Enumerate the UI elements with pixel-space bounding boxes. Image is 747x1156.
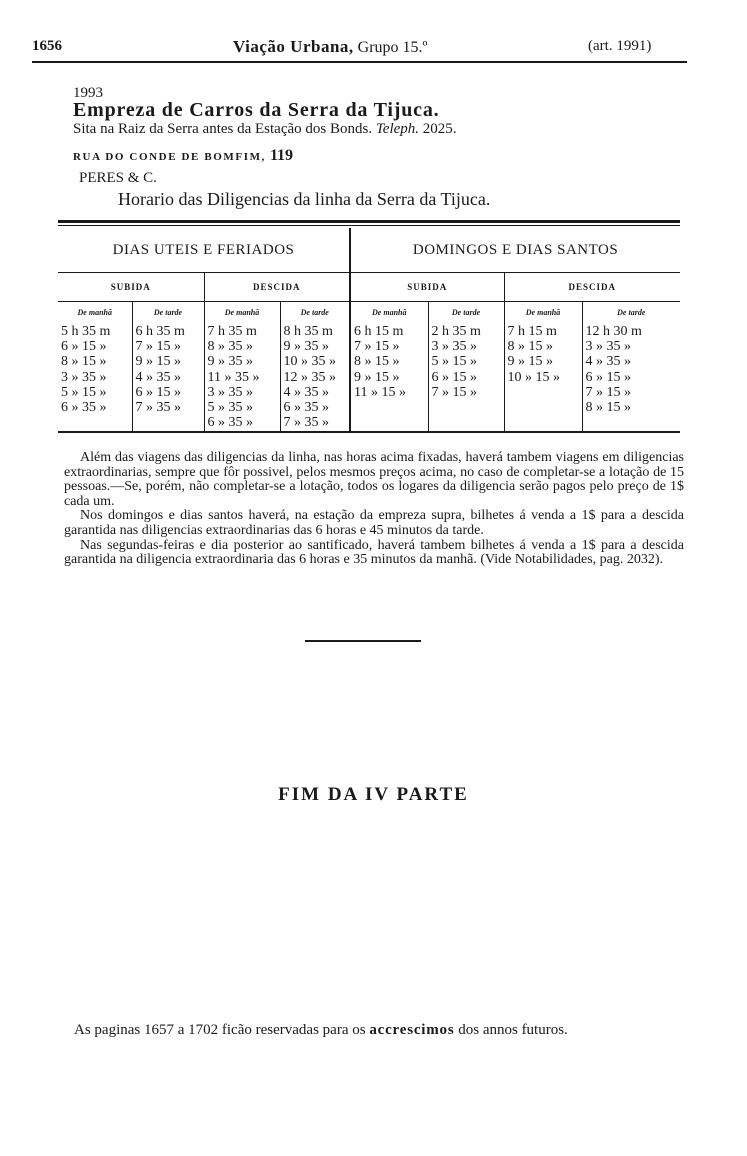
- note-paragraph: Além das viagens das diligencias da linha, nas horas acima fixadas, haverá tambem viagens em diligencias extraordinarias, sempre que fôr possivel, pelos mesmos preços acima, no caso de completar-se a lotação de 15 pessoas.—Se, porém, não completar-se a lotação, todos os logares da diligencia serão pagos pelo preço de 1$ cada um.: [64, 450, 684, 509]
- time-entry: 9 » 15 »: [507, 354, 554, 370]
- time-entry: 6 » 15 »: [135, 384, 181, 400]
- time-entry: 9 » 35 »: [207, 354, 253, 370]
- times-column: [58, 322, 132, 432]
- company-owners: PERES & C.: [79, 170, 157, 186]
- location-text: Sita na Raiz da Serra antes da Estação dos Bonds.: [73, 121, 373, 137]
- time-entry: 3 » 35 »: [207, 384, 253, 400]
- section-divider: [305, 640, 421, 642]
- time-entry: 8 h 35 m: [283, 324, 333, 339]
- running-title: [233, 37, 428, 57]
- group-sunday: DOMINGOS E DIAS SANTOS: [350, 228, 680, 273]
- time-entry: 6 h 35 m: [135, 324, 185, 339]
- time-entry: 3 » 35 »: [585, 339, 632, 355]
- period-manha: De manhã: [58, 302, 132, 323]
- period-tarde: De tarde: [582, 302, 680, 323]
- time-entry: 8 » 15 »: [585, 400, 632, 416]
- period-tarde: De tarde: [280, 302, 350, 323]
- weekday-descida: DESCIDA: [204, 273, 350, 302]
- times-column: [582, 322, 680, 432]
- time-entry: 4 » 35 »: [585, 354, 632, 370]
- running-title-group: Grupo 15.º: [357, 39, 428, 56]
- group-weekday: DIAS UTEIS E FERIADOS: [112, 241, 295, 258]
- time-entry: 7 » 15 »: [431, 384, 478, 400]
- footer-bold-word: accrescimos: [369, 1022, 455, 1038]
- period-tarde: De tarde: [428, 302, 504, 323]
- running-ref: (art. 1991): [588, 38, 652, 54]
- time-entry: 7 » 15 »: [354, 339, 400, 355]
- sunday-descida: DESCIDA: [504, 273, 680, 302]
- weekday-subida: SUBIDA: [58, 273, 204, 302]
- time-entry: 12 » 35 »: [283, 369, 336, 385]
- time-entry: 12 h 30 m: [585, 324, 642, 339]
- time-entry: 7 » 15 »: [585, 384, 632, 400]
- schedule-notes: [64, 451, 684, 568]
- time-entry: 6 » 35 »: [61, 400, 107, 416]
- note-paragraph: Nas segundas-feiras e dia posterior ao santificado, haverá tambem bilhetes á venda a 1$ para a descida garantida na diligencia extraordinaria das 6 horas e 35 minutos da manhã. (Vide Notabilidades, pag. 2032).: [64, 537, 684, 568]
- time-entry: 10 » 35 »: [283, 354, 336, 370]
- time-entry: 11 » 35 »: [207, 369, 260, 385]
- times-column: [132, 322, 204, 432]
- time-entry: 6 h 15 m: [354, 324, 404, 339]
- end-of-part-title: FIM DA IV PARTE: [278, 784, 469, 805]
- running-title-main: Viação Urbana,: [233, 37, 354, 56]
- time-entry: 9 » 15 »: [135, 354, 181, 370]
- times-column: [280, 322, 350, 432]
- time-entry: 5 » 15 »: [431, 354, 478, 370]
- footer-text-before: As paginas 1657 a 1702 ficão reservadas para os: [74, 1022, 366, 1038]
- time-entry: 8 » 35 »: [207, 339, 253, 355]
- period-manha: De manhã: [204, 302, 280, 323]
- time-entry: 8 » 15 »: [61, 354, 107, 370]
- time-entry: 6 » 15 »: [61, 339, 107, 355]
- time-entry: 7 h 35 m: [207, 324, 257, 339]
- period-manha: De manhã: [504, 302, 582, 323]
- time-entry: 6 » 35 »: [207, 415, 253, 431]
- time-entry: 6 » 15 »: [585, 369, 632, 385]
- time-entry: 4 » 35 »: [135, 369, 181, 385]
- company-name: Empreza de Carros da Serra da Tijuca.: [73, 99, 440, 121]
- time-entry: 7 » 35 »: [135, 400, 181, 416]
- company-address: [73, 147, 293, 165]
- time-entry: 6 » 35 »: [283, 400, 329, 416]
- time-entry: 10 » 15 »: [507, 369, 561, 385]
- time-entry: 3 » 35 »: [431, 339, 478, 355]
- schedule-table: [58, 228, 680, 433]
- time-entry: 4 » 35 »: [283, 384, 329, 400]
- street-name: RUA DO CONDE DE BOMFIM,: [73, 151, 266, 163]
- street-number: 119: [269, 147, 294, 164]
- table-top-rule-thin: [58, 225, 680, 226]
- times-column: [350, 322, 428, 432]
- time-entry: 7 » 15 »: [135, 339, 181, 355]
- table-top-rule: [58, 220, 680, 223]
- time-entry: 9 » 35 »: [283, 339, 329, 355]
- telephone-number: 2025.: [422, 121, 457, 137]
- times-row: [58, 322, 680, 432]
- times-column: [504, 322, 582, 432]
- period-tarde: De tarde: [132, 302, 204, 323]
- time-entry: 5 » 15 »: [61, 384, 107, 400]
- note-paragraph: Nos domingos e dias santos haverá, na estação da empreza supra, bilhetes á venda a 1$ para a descida garantida nas diligencias extraordinarias das 6 horas e 45 minutos da tarde.: [64, 508, 684, 538]
- time-entry: 3 » 35 »: [61, 369, 107, 385]
- footer-text-after: dos annos futuros.: [458, 1022, 568, 1038]
- page-number: 1656: [32, 38, 62, 54]
- time-entry: 2 h 35 m: [431, 324, 481, 339]
- company-location: [73, 121, 457, 138]
- time-entry: 5 h 35 m: [61, 324, 111, 339]
- time-entry: 7 h 15 m: [507, 324, 557, 339]
- period-manha: De manhã: [350, 302, 428, 323]
- sunday-subida: SUBIDA: [350, 273, 504, 302]
- telephone-label: Teleph.: [375, 121, 420, 137]
- times-column: [204, 322, 280, 432]
- time-entry: 11 » 15 »: [354, 384, 406, 400]
- time-entry: 7 » 35 »: [283, 415, 329, 431]
- time-entry: 6 » 15 »: [431, 369, 478, 385]
- header-rule: [32, 61, 687, 63]
- times-column: [428, 322, 504, 432]
- time-entry: 8 » 15 »: [354, 354, 400, 370]
- footer-note: [74, 1022, 704, 1039]
- time-entry: 9 » 15 »: [354, 369, 400, 385]
- entry-number: 1993: [73, 85, 103, 101]
- time-entry: 5 » 35 »: [207, 400, 253, 416]
- time-entry: 8 » 15 »: [507, 339, 554, 355]
- schedule-title: Horario das Diligencias da linha da Serra da Tijuca.: [118, 189, 491, 209]
